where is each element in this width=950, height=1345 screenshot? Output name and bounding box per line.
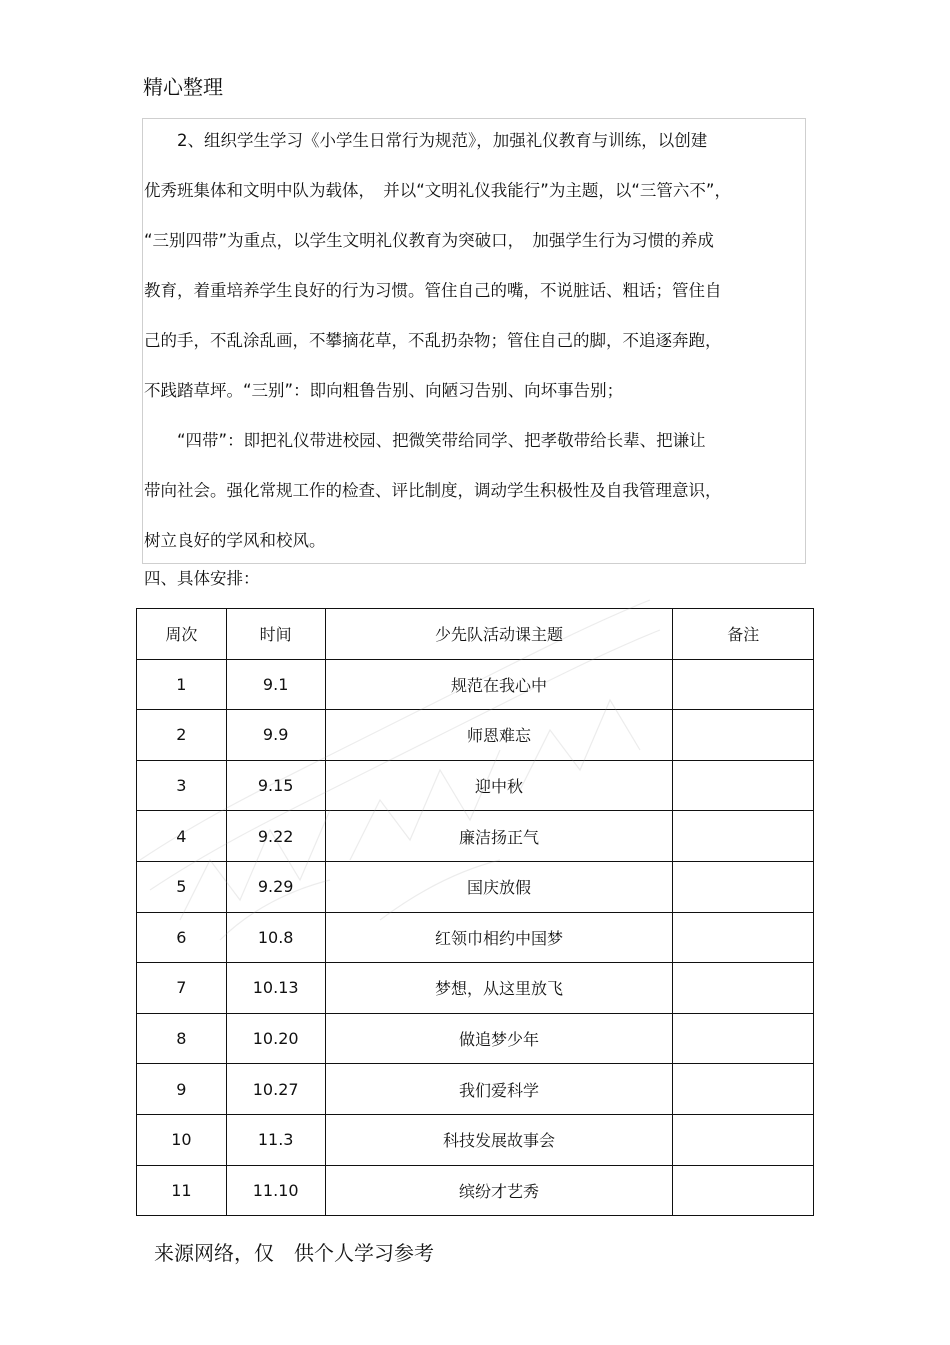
- paragraph-line: 带向社会。强化常规工作的检查、评比制度，调动学生积极性及自我管理意识，: [144, 481, 722, 500]
- cell-week: 7: [137, 963, 227, 1014]
- footer-source-note: 来源网络，仅 供个人学习参考: [154, 1241, 434, 1265]
- cell-week: 3: [137, 760, 227, 811]
- paragraph-line: 己的手，不乱涂乱画，不攀摘花草，不乱扔杂物；管住自己的脚，不追逐奔跑，: [144, 331, 722, 350]
- table-row: [137, 1064, 814, 1115]
- cell-note: [673, 1114, 814, 1165]
- header-time: 时间: [226, 609, 325, 660]
- cell-theme: 科技发展故事会: [325, 1114, 673, 1165]
- cell-week: 5: [137, 861, 227, 912]
- table-row: [137, 710, 814, 761]
- paragraph-line: 2、组织学生学习《小学生日常行为规范》，加强礼仪教育与训练，以创建: [144, 131, 708, 150]
- cell-week: 6: [137, 912, 227, 963]
- cell-theme: 我们爱科学: [325, 1064, 673, 1115]
- table-row: [137, 1165, 814, 1216]
- cell-week: 8: [137, 1013, 227, 1064]
- cell-theme: 国庆放假: [325, 861, 673, 912]
- cell-time: 10.20: [226, 1013, 325, 1064]
- paragraph-line: 不践踏草坪。“三别”：即向粗鲁告别、向陋习告别、向坏事告别；: [144, 381, 624, 400]
- cell-note: [673, 811, 814, 862]
- section-heading: 四、具体安排：: [144, 569, 260, 588]
- header-theme: 少先队活动课主题: [325, 609, 673, 660]
- cell-week: 11: [137, 1165, 227, 1216]
- cell-time: 11.3: [226, 1114, 325, 1165]
- cell-week: 9: [137, 1064, 227, 1115]
- cell-time: 9.15: [226, 760, 325, 811]
- cell-week: 4: [137, 811, 227, 862]
- table-header-row: [137, 609, 814, 660]
- table-row: [137, 912, 814, 963]
- table-row: [137, 659, 814, 710]
- cell-note: [673, 659, 814, 710]
- cell-note: [673, 912, 814, 963]
- cell-note: [673, 861, 814, 912]
- cell-time: 11.10: [226, 1165, 325, 1216]
- cell-week: 2: [137, 710, 227, 761]
- header-note: 备注: [673, 609, 814, 660]
- cell-theme: 师恩难忘: [325, 710, 673, 761]
- page-header-title: 精心整理: [143, 75, 223, 99]
- table-row: [137, 1114, 814, 1165]
- table-row: [137, 861, 814, 912]
- cell-theme: 迎中秋: [325, 760, 673, 811]
- cell-week: 1: [137, 659, 227, 710]
- schedule-table: [136, 608, 814, 1216]
- cell-note: [673, 1165, 814, 1216]
- paragraph-line: “三别四带”为重点，以学生文明礼仪教育为突破口， 加强学生行为习惯的养成: [144, 231, 714, 250]
- table-row: [137, 963, 814, 1014]
- cell-time: 9.1: [226, 659, 325, 710]
- cell-theme: 梦想，从这里放飞: [325, 963, 673, 1014]
- cell-time: 9.29: [226, 861, 325, 912]
- cell-time: 9.9: [226, 710, 325, 761]
- cell-theme: 做追梦少年: [325, 1013, 673, 1064]
- table-row: [137, 1013, 814, 1064]
- paragraph-line: “四带”：即把礼仪带进校园、把微笑带给同学、把孝敬带给长辈、把谦让: [144, 431, 706, 450]
- paragraph-line: 树立良好的学风和校风。: [144, 531, 326, 550]
- paragraph-line: 教育，着重培养学生良好的行为习惯。管住自己的嘴，不说脏话、粗话；管住自: [144, 281, 722, 300]
- cell-note: [673, 963, 814, 1014]
- cell-theme: 缤纷才艺秀: [325, 1165, 673, 1216]
- cell-time: 10.27: [226, 1064, 325, 1115]
- table-row: [137, 811, 814, 862]
- cell-week: 10: [137, 1114, 227, 1165]
- cell-theme: 规范在我心中: [325, 659, 673, 710]
- cell-note: [673, 710, 814, 761]
- cell-theme: 廉洁扬正气: [325, 811, 673, 862]
- cell-time: 10.13: [226, 963, 325, 1014]
- paragraph-line: 优秀班集体和文明中队为载体， 并以“文明礼仪我能行”为主题，以“三管六不”，: [144, 181, 731, 200]
- cell-time: 10.8: [226, 912, 325, 963]
- cell-time: 9.22: [226, 811, 325, 862]
- table-row: [137, 760, 814, 811]
- cell-theme: 红领巾相约中国梦: [325, 912, 673, 963]
- header-week: 周次: [137, 609, 227, 660]
- cell-note: [673, 760, 814, 811]
- cell-note: [673, 1013, 814, 1064]
- cell-note: [673, 1064, 814, 1115]
